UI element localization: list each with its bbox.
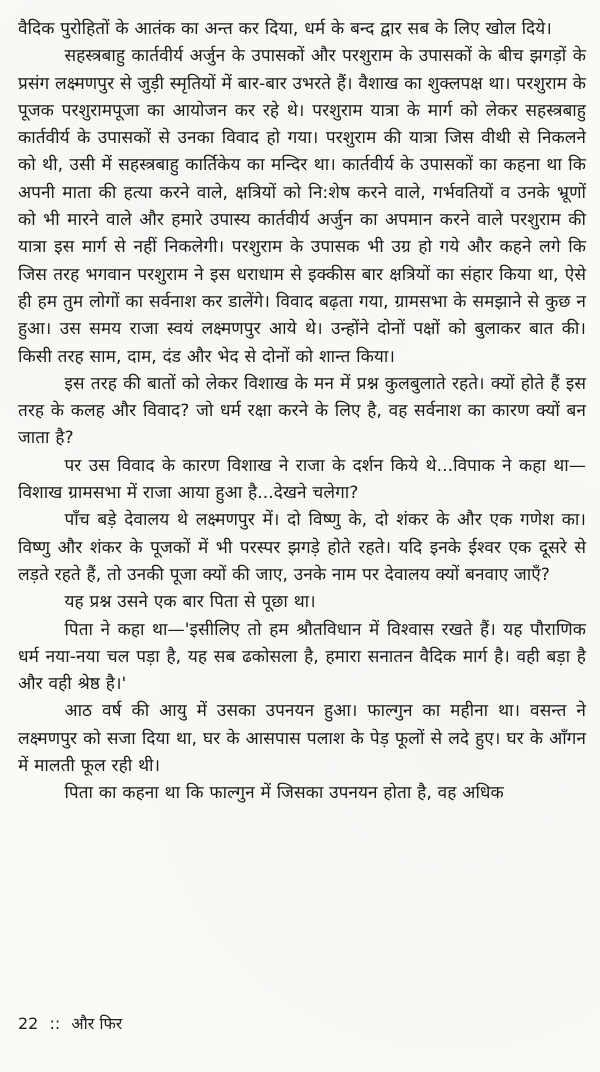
paragraph-5: पाँच बड़े देवालय थे लक्ष्मणपुर में। दो विष्णु के, दो शंकर के और एक गणेश का। विष्णु और शंकर के पूजकों में भी परस्पर झगड़े होते रहते। यदि इनके ईश्वर एक दूसरे से लड़ते रहते हैं, तो उनकी पूजा क्यों की जाए, उनके नाम पर देवालय क्यों बनवाए जाएँ? xyxy=(18,510,586,585)
paragraph-8: आठ वर्ष की आयु में उसका उपनयन हुआ। फाल्गुन का महीना था। वसन्त ने लक्ष्मणपुर को सजा दिया था, घर के आसपास पलाश के पेड़ फूलों से लदे हुए। घर के आँगन में मालती फूल रही थी। xyxy=(18,701,586,777)
page-footer xyxy=(18,1014,128,1034)
page-number: 22 xyxy=(18,1014,39,1033)
paragraph-2: सहस्त्रबाहु कार्तवीर्य अर्जुन के उपासकों और परशुराम के उपासकों के बीच झगड़ों के प्रसंग लक्ष्मणपुर से जुड़ी स्मृतियों में बार-बार उभरते हैं। वैशाख का शुक्लपक्ष था। परशुराम के पूजक परशुरामपूजा का आयोजन कर रहे थे। परशुराम यात्रा के मार्ग को लेकर सहस्त्रबाहु कार्तवीर्य के उपासकों से उनका विवाद हो गया। परशुराम की यात्रा जिस वीथी से निकलने को थी, उसी में सहस्त्रबाहु कार्तिकेय का मन्दिर था। कार्तवीर्य के उपासकों का कहना था कि अपनी माता की हत्या करने वाले, क्षत्रियों को नि:शेष करने वाले, गर्भवतियों व उनके भ्रूणों को भी मारने वाले और हमारे उपास्य कार्तवीर्य अर्जुन का अपमान करने वाले परशुराम की यात्रा इस मार्ग से नहीं निकलेगी। परशुराम के उपासक भी उग्र हो गये और कहने लगे कि जिस तरह भगवान परशुराम ने इस धराधाम से इक्कीस बार क्षत्रियों का संहार किया था, ऐसे ही हम तुम लोगों का सर्वनाश कर डालेंगे। विवाद बढ़ता गया, ग्रामसभा के समझाने से कुछ न हुआ। उस समय राजा स्वयं लक्ष्मणपुर आये थे। उन्होंने दोनों पक्षों को बुलाकर बात की। किसी तरह साम, दाम, दंड और भेद से दोनों को शान्त किया। xyxy=(18,46,586,367)
paragraph-1: वैदिक पुरोहितों के आतंक का अन्त कर दिया, धर्म के बन्द द्वार सब के लिए खोल दिये। xyxy=(18,19,552,39)
paragraph-9: पिता का कहना था कि फाल्गुन में जिसका उपनयन होता है, वह अधिक xyxy=(64,783,504,804)
paragraph-3: इस तरह की बातों को लेकर विशाख के मन में प्रश्न कुलबुलाते रहते। क्यों होते हैं इस तरह के कलह और विवाद? जो धर्म रक्षा करने के लिए है, वह सर्वनाश का कारण क्यों बन जाता है? xyxy=(18,373,586,449)
footer-separator: :: xyxy=(49,1014,61,1033)
paragraph-7: पिता ने कहा था—'इसीलिए तो हम श्रौतविधान में विश्वास रखते हैं। यह पौराणिक धर्म नया-नया चल पड़ा है, यह सब ढकोसला है, हमारा सनातन वैदिक मार्ग है। वही बड़ा है और वही श्रेष्ठ है।' xyxy=(18,619,586,695)
book-title: और फिर xyxy=(71,1014,123,1033)
body-text xyxy=(18,16,586,808)
paragraph-6: यह प्रश्न उसने एक बार पिता से पूछा था। xyxy=(64,592,316,613)
paragraph-4: पर उस विवाद के कारण विशाख ने राजा के दर्शन किये थे...विपाक ने कहा था—विशाख ग्रामसभा में राजा आया हुआ है...देखने चलेगा? xyxy=(18,455,586,504)
